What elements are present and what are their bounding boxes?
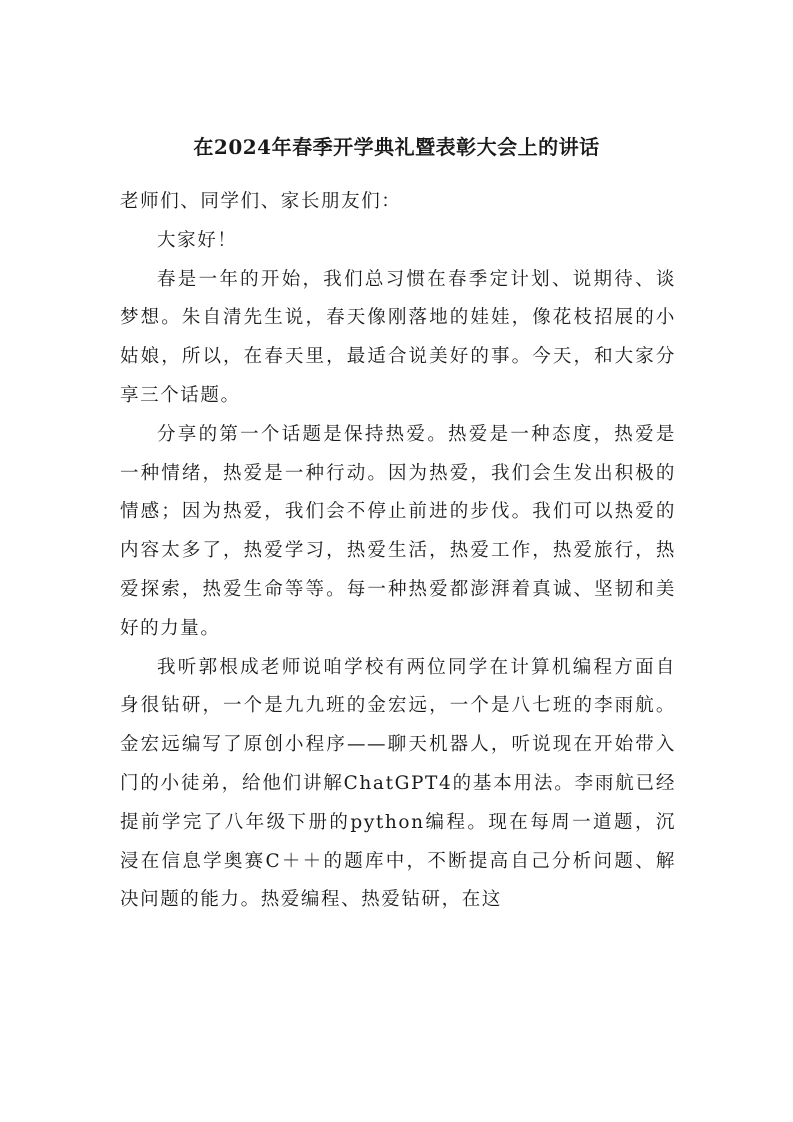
paragraph-2: 分享的第一个话题是保持热爱。热爱是一种态度，热爱是一种情绪，热爱是一种行动。因为热爱，我们会生发出积极的情感；因为热爱，我们会不停止前进的步伐。我们可以热爱的内容太多了，热爱学习，热爱生活，热爱工作，热爱旅行，热爱探索，热爱生命等等。每一种热爱都澎湃着真诚、坚韧和美好的力量。	[120, 423, 676, 639]
greeting: 大家好！	[157, 229, 238, 251]
document-body	[120, 183, 676, 920]
salutation: 老师们、同学们、家长朋友们：	[120, 191, 402, 212]
paragraph-1: 春是一年的开始，我们总习惯在春季定计划、说期待、谈梦想。朱自清先生说，春天像刚落地的娃娃，像花枝招展的小姑娘，所以，在春天里，最适合说美好的事。今天，和大家分享三个话题。	[120, 268, 676, 406]
paragraph-3: 我听郭根成老师说咱学校有两位同学在计算机编程方面自身很钻研，一个是九九班的金宏远，一个是八七班的李雨航。金宏远编写了原创小程序——聊天机器人，听说现在开始带入门的小徒弟，给他们讲解ChatGPT4的基本用法。李雨航已经提前学完了八年级下册的python编程。现在每周一道题，沉浸在信息学奥赛C＋＋的题库中，不断提高自己分析问题、解决问题的能力。热爱编程、热爱钻研，在这	[120, 656, 676, 911]
document-title: 在2024年春季开学典礼暨表彰大会上的讲话	[193, 135, 600, 159]
